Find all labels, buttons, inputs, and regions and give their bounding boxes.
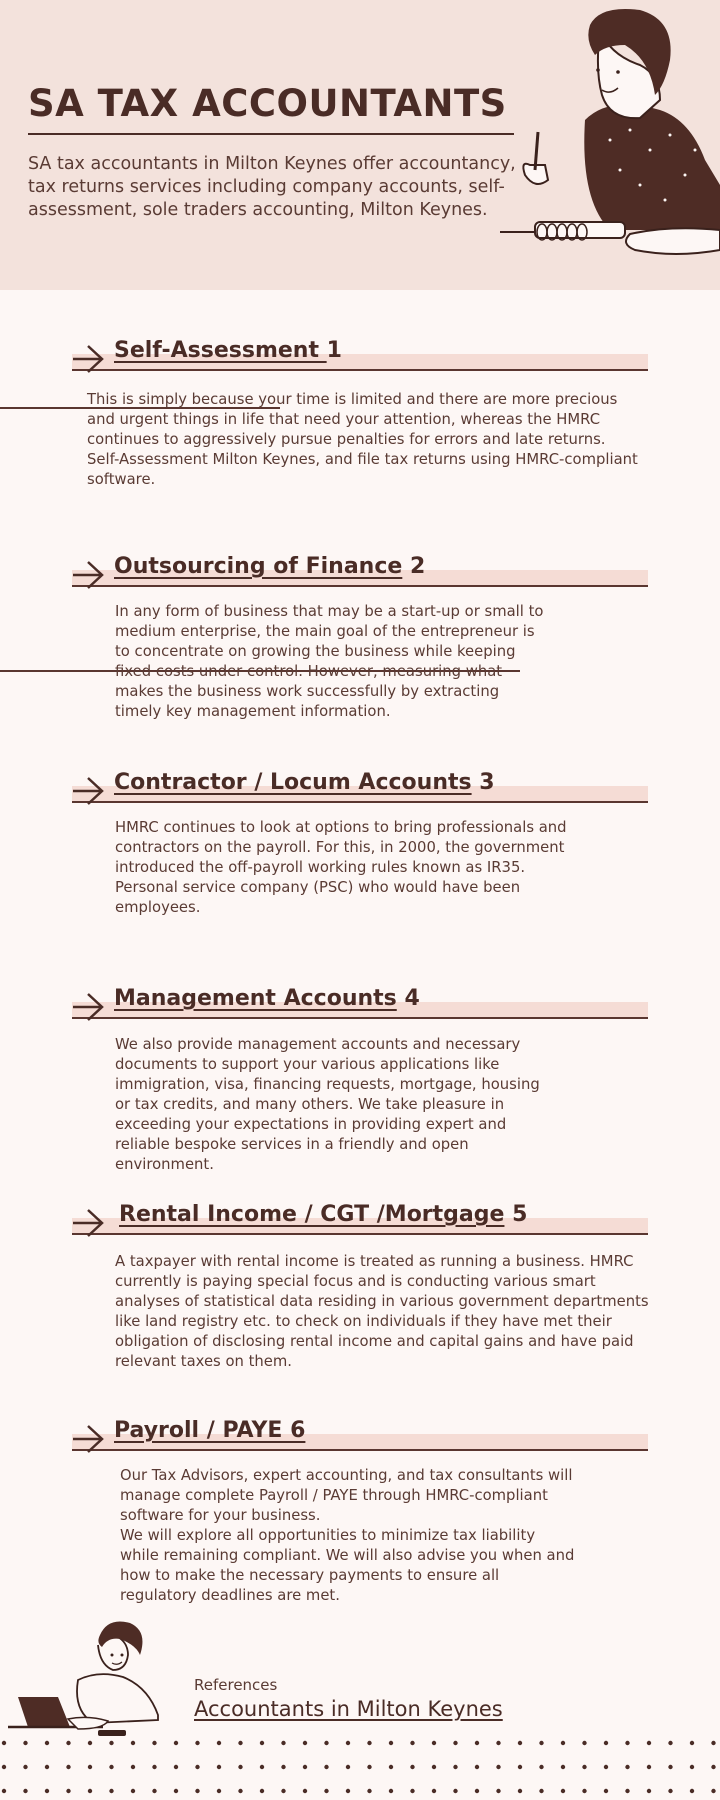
hero-illustration	[490, 0, 720, 270]
dot	[88, 1765, 92, 1769]
dot	[647, 1789, 651, 1793]
dot	[367, 1765, 371, 1769]
dot	[195, 1765, 199, 1769]
dot	[711, 1741, 715, 1745]
section-number: 1	[326, 338, 342, 363]
dot	[174, 1741, 178, 1745]
dot	[453, 1765, 457, 1769]
dot	[303, 1741, 307, 1745]
dot	[88, 1789, 92, 1793]
title-underline	[28, 133, 514, 135]
section-title	[114, 1418, 305, 1443]
dot	[453, 1741, 457, 1745]
section-rule	[72, 1449, 648, 1451]
dot	[604, 1741, 608, 1745]
dot	[303, 1765, 307, 1769]
arrow-right-icon	[72, 1424, 104, 1454]
dot	[668, 1765, 672, 1769]
section-body: HMRC continues to look at options to bring professionals and contractors on the payroll. For this, in 2000, the government introduced the off-payroll working rules known as IR35. Personal service company (PSC) who would have been employees.	[115, 819, 567, 916]
dot	[668, 1741, 672, 1745]
dot	[217, 1765, 221, 1769]
intro-text: SA tax accountants in Milton Keynes offer accountancy, tax returns services including company accounts, self-assessment, sole traders accounting, Milton Keynes.	[28, 154, 516, 220]
dot	[604, 1765, 608, 1769]
dot	[238, 1741, 242, 1745]
dot	[410, 1765, 414, 1769]
section-body: In any form of business that may be a start-up or small to medium enterprise, the main goal of the entrepreneur is to concentrate on growing the business while keeping fixed costs under control. However, measuring what makes the business work successfully by extracting timely key management information.	[115, 603, 544, 720]
dot	[432, 1741, 436, 1745]
dot	[582, 1741, 586, 1745]
dot	[518, 1765, 522, 1769]
dot	[23, 1765, 27, 1769]
dot	[346, 1789, 350, 1793]
person-laptop-illustration	[8, 1615, 188, 1745]
dot	[561, 1765, 565, 1769]
dot	[539, 1789, 543, 1793]
dot	[711, 1765, 715, 1769]
section-header	[72, 1414, 648, 1454]
dot	[66, 1765, 70, 1769]
dot	[561, 1789, 565, 1793]
section-header	[72, 982, 648, 1022]
dot	[88, 1741, 92, 1745]
dot	[410, 1789, 414, 1793]
dot	[539, 1741, 543, 1745]
dot	[131, 1741, 135, 1745]
dot	[2, 1789, 6, 1793]
dot	[238, 1789, 242, 1793]
dot	[625, 1789, 629, 1793]
dot	[604, 1789, 608, 1793]
dot	[453, 1789, 457, 1793]
section-number: 3	[479, 770, 495, 795]
section-header	[72, 766, 648, 806]
section-title	[114, 338, 342, 363]
arrow-right-icon	[72, 776, 104, 806]
dot	[109, 1741, 113, 1745]
dot	[561, 1741, 565, 1745]
arrow-right-icon	[72, 1208, 104, 1238]
section-title	[114, 554, 425, 579]
dot	[582, 1765, 586, 1769]
dot	[582, 1789, 586, 1793]
dot	[496, 1789, 500, 1793]
section-title-text: Contractor / Locum Accounts	[114, 770, 472, 795]
section-title-text: Payroll / PAYE 6	[114, 1418, 306, 1443]
section-body: This is simply because your time is limited and there are more precious and urgent things in life that need your attention, whereas the HMRC continues to aggressively pursue penalties for errors and late returns. Self-Assessment Milton Keynes, and file tax returns using HMRC-compliant software.	[87, 391, 638, 488]
dot	[2, 1765, 6, 1769]
section-header	[72, 550, 648, 590]
dot	[23, 1789, 27, 1793]
section-title	[114, 986, 420, 1011]
dot	[152, 1765, 156, 1769]
dot	[389, 1789, 393, 1793]
dot	[432, 1765, 436, 1769]
dot	[367, 1789, 371, 1793]
section-title-text: Rental Income / CGT /Mortgage	[119, 1202, 505, 1227]
dot	[217, 1741, 221, 1745]
dot	[152, 1741, 156, 1745]
section-rule	[72, 801, 648, 803]
dot	[496, 1765, 500, 1769]
dot	[367, 1741, 371, 1745]
dot	[238, 1765, 242, 1769]
dot	[647, 1765, 651, 1769]
arrow-right-icon	[72, 992, 104, 1022]
dot	[260, 1789, 264, 1793]
dot	[346, 1741, 350, 1745]
dot	[195, 1789, 199, 1793]
dot-pattern	[0, 1735, 720, 1800]
section-body: A taxpayer with rental income is treated as running a business. HMRC currently is paying special focus and is conducting various smart analyses of statistical data residing in various government departments like land registry etc. to check on individuals if they have met their obligation of disclosing rental income and capital gains and have paid relevant taxes on them.	[115, 1253, 649, 1370]
section-number: 5	[512, 1202, 528, 1227]
arrow-right-icon	[72, 344, 104, 374]
dot	[475, 1765, 479, 1769]
dot	[174, 1789, 178, 1793]
dot	[45, 1741, 49, 1745]
section-title	[114, 770, 495, 795]
dot	[324, 1789, 328, 1793]
section-rule	[72, 1233, 648, 1235]
dot	[389, 1765, 393, 1769]
section-number: 2	[409, 554, 426, 579]
section-title-text: Outsourcing of Finance	[114, 554, 403, 579]
dot	[475, 1789, 479, 1793]
dot	[647, 1741, 651, 1745]
dot	[2, 1741, 6, 1745]
dot	[23, 1741, 27, 1745]
section-body: Our Tax Advisors, expert accounting, and tax consultants will manage complete Payroll / PAYE through HMRC-compliant software for your business. We will explore all opportunities to minimize tax liability while remaining compliant. We will also advise you when and how to make the necessary payments to ensure all regulatory deadlines are met.	[120, 1467, 575, 1604]
dot	[346, 1765, 350, 1769]
references-label: References	[194, 1676, 278, 1694]
dot	[410, 1741, 414, 1745]
dot	[131, 1789, 135, 1793]
dot	[389, 1741, 393, 1745]
section-header	[72, 1198, 648, 1238]
dot	[66, 1789, 70, 1793]
dot	[324, 1741, 328, 1745]
dot	[625, 1765, 629, 1769]
dot	[260, 1741, 264, 1745]
dot	[195, 1741, 199, 1745]
dot	[539, 1765, 543, 1769]
dot	[45, 1789, 49, 1793]
arrow-right-icon	[72, 560, 104, 590]
dot	[174, 1765, 178, 1769]
section-rule	[72, 369, 648, 371]
section-header	[72, 334, 648, 374]
dot	[281, 1741, 285, 1745]
dot	[432, 1789, 436, 1793]
section-rule	[72, 585, 648, 587]
dot	[518, 1741, 522, 1745]
dot	[303, 1789, 307, 1793]
section-title	[119, 1202, 527, 1227]
dot	[690, 1741, 694, 1745]
dot	[109, 1765, 113, 1769]
dot	[518, 1789, 522, 1793]
dot	[324, 1765, 328, 1769]
dot	[475, 1741, 479, 1745]
dot	[496, 1741, 500, 1745]
dot	[217, 1789, 221, 1793]
dot	[109, 1789, 113, 1793]
accountants-link[interactable]: Accountants in Milton Keynes	[194, 1697, 503, 1721]
dot	[690, 1789, 694, 1793]
dot	[131, 1765, 135, 1769]
dot	[281, 1765, 285, 1769]
dot	[625, 1741, 629, 1745]
dot	[45, 1765, 49, 1769]
section-rule	[72, 1017, 648, 1019]
dot	[281, 1789, 285, 1793]
dot	[711, 1789, 715, 1793]
dot	[260, 1765, 264, 1769]
section-body: We also provide management accounts and necessary documents to support your various applications like immigration, visa, financing requests, mortgage, housing or tax credits, and many others. We take pleasure in exceeding your expectations in providing expert and reliable bespoke services in a friendly and open environment.	[115, 1036, 540, 1173]
dot	[66, 1741, 70, 1745]
section-title-text: Management Accounts	[114, 986, 397, 1011]
dot	[668, 1789, 672, 1793]
page-title: SA TAX ACCOUNTANTS	[28, 82, 507, 125]
dot	[152, 1789, 156, 1793]
section-title-text: Self-Assessment	[114, 338, 327, 363]
dot	[690, 1765, 694, 1769]
section-number: 4	[404, 986, 420, 1011]
